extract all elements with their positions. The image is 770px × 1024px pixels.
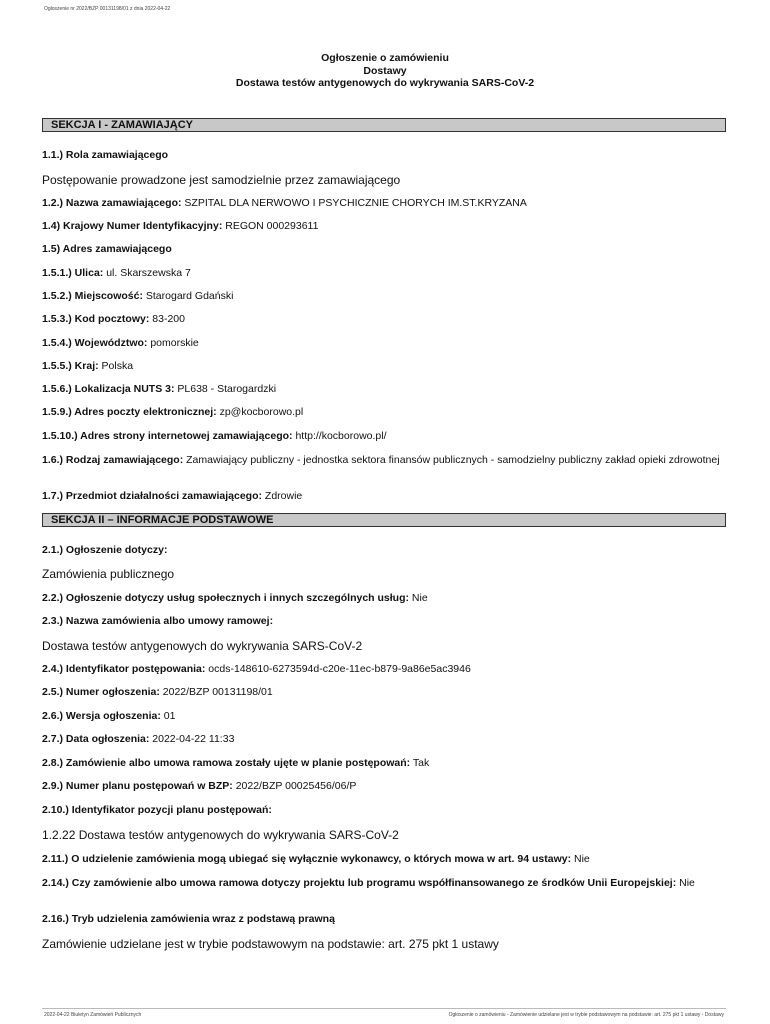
field-1-7: 1.7.) Przedmiot działalności zamawiającego: Zdrowie (42, 490, 303, 502)
running-header: Ogłoszenie nr 2022/BZP 00131198/01 z dnia 2022-04-22 (44, 6, 171, 12)
field-1-5-3: 1.5.3.) Kod pocztowy: 83-200 (42, 313, 185, 325)
field-2-2: 2.2.) Ogłoszenie dotyczy usług społecznych i innych szczególnych usług: Nie (42, 592, 428, 604)
field-2-1-label: 2.1.) Ogłoszenie dotyczy: (42, 544, 168, 556)
field-2-3-label: 2.3.) Nazwa zamówienia albo umowy ramowej: (42, 615, 274, 627)
field-2-7: 2.7.) Data ogłoszenia: 2022-04-22 11:33 (42, 733, 235, 745)
footer-right: Ogłoszenie o zamówieniu - Zamówienie udzielane jest w trybie podstawowym na podstawie: art. 275 pkt 1 ustawy - Dostawy (448, 1012, 724, 1018)
field-1-1-label: 1.1.) Rola zamawiającego (42, 149, 169, 161)
field-1-5-6: 1.5.6.) Lokalizacja NUTS 3: PL638 - Starogardzki (42, 383, 277, 395)
field-1-5-10: 1.5.10.) Adres strony internetowej zamawiającego: http://kocborowo.pl/ (42, 430, 387, 442)
footer-divider (42, 1008, 726, 1009)
document-title (0, 52, 770, 90)
title-line-1: Ogłoszenie o zamówieniu (321, 52, 449, 64)
field-2-4: 2.4.) Identyfikator postępowania: ocds-148610-6273594d-c20e-11ec-b879-9a86e5ac3946 (42, 663, 471, 675)
field-2-5: 2.5.) Numer ogłoszenia: 2022/BZP 00131198/01 (42, 686, 273, 698)
field-2-16-value: Zamówienie udzielane jest w trybie podstawowym na podstawie: art. 275 pkt 1 ustawy (42, 937, 499, 951)
field-1-5: 1.5) Adres zamawiającego (42, 243, 172, 255)
field-2-3-value: Dostawa testów antygenowych do wykrywania SARS-CoV-2 (42, 639, 363, 653)
field-1-1-value: Postępowanie prowadzone jest samodzielnie przez zamawiającego (42, 173, 401, 187)
field-2-16-label: 2.16.) Tryb udzielenia zamówienia wraz z podstawą prawną (42, 913, 335, 925)
field-2-10-label: 2.10.) Identyfikator pozycji planu postępowań: (42, 804, 272, 816)
field-2-8: 2.8.) Zamówienie albo umowa ramowa zostały ujęte w planie postępowań: Tak (42, 757, 430, 769)
field-1-5-1: 1.5.1.) Ulica: ul. Skarszewska 7 (42, 267, 191, 279)
field-1-6: 1.6.) Rodzaj zamawiającego: Zamawiający publiczny - jednostka sektora finansów publicznych - samodzielny publiczny zakład opieki zdrowotnej (42, 454, 720, 466)
title-line-2: Dostawy (363, 64, 407, 77)
field-1-4: 1.4) Krajowy Numer Identyfikacyjny: REGON 000293611 (42, 220, 319, 232)
field-1-5-9: 1.5.9.) Adres poczty elektronicznej: zp@kocborowo.pl (42, 406, 304, 418)
field-2-1-value: Zamówienia publicznego (42, 567, 175, 581)
field-1-5-2: 1.5.2.) Miejscowość: Starogard Gdański (42, 290, 234, 302)
field-1-5-4: 1.5.4.) Województwo: pomorskie (42, 337, 199, 349)
field-2-14: 2.14.) Czy zamówienie albo umowa ramowa dotyczy projektu lub programu współfinansowanego ze środków Unii Europejskiej: Nie (42, 877, 695, 889)
field-2-6: 2.6.) Wersja ogłoszenia: 01 (42, 710, 176, 722)
title-line-3: Dostawa testów antygenowych do wykrywania SARS-CoV-2 (235, 77, 535, 89)
section-2-heading: SEKCJA II – INFORMACJE PODSTAWOWE (42, 513, 726, 527)
field-2-10-value: 1.2.22 Dostawa testów antygenowych do wykrywania SARS-CoV-2 (42, 828, 399, 842)
field-2-11: 2.11.) O udzielenie zamówienia mogą ubiegać się wyłącznie wykonawcy, o których mowa w art. 94 ustawy: Nie (42, 853, 590, 865)
field-2-9: 2.9.) Numer planu postępowań w BZP: 2022/BZP 00025456/06/P (42, 780, 357, 792)
field-1-5-5: 1.5.5.) Kraj: Polska (42, 360, 134, 372)
section-1-heading: SEKCJA I - ZAMAWIAJĄCY (42, 118, 726, 132)
footer-left: 2022-04-22 Biuletyn Zamówień Publicznych (44, 1012, 142, 1018)
field-1-2: 1.2.) Nazwa zamawiającego: SZPITAL DLA NERWOWO I PSYCHICZNIE CHORYCH IM.ST.KRYZANA (42, 197, 527, 209)
